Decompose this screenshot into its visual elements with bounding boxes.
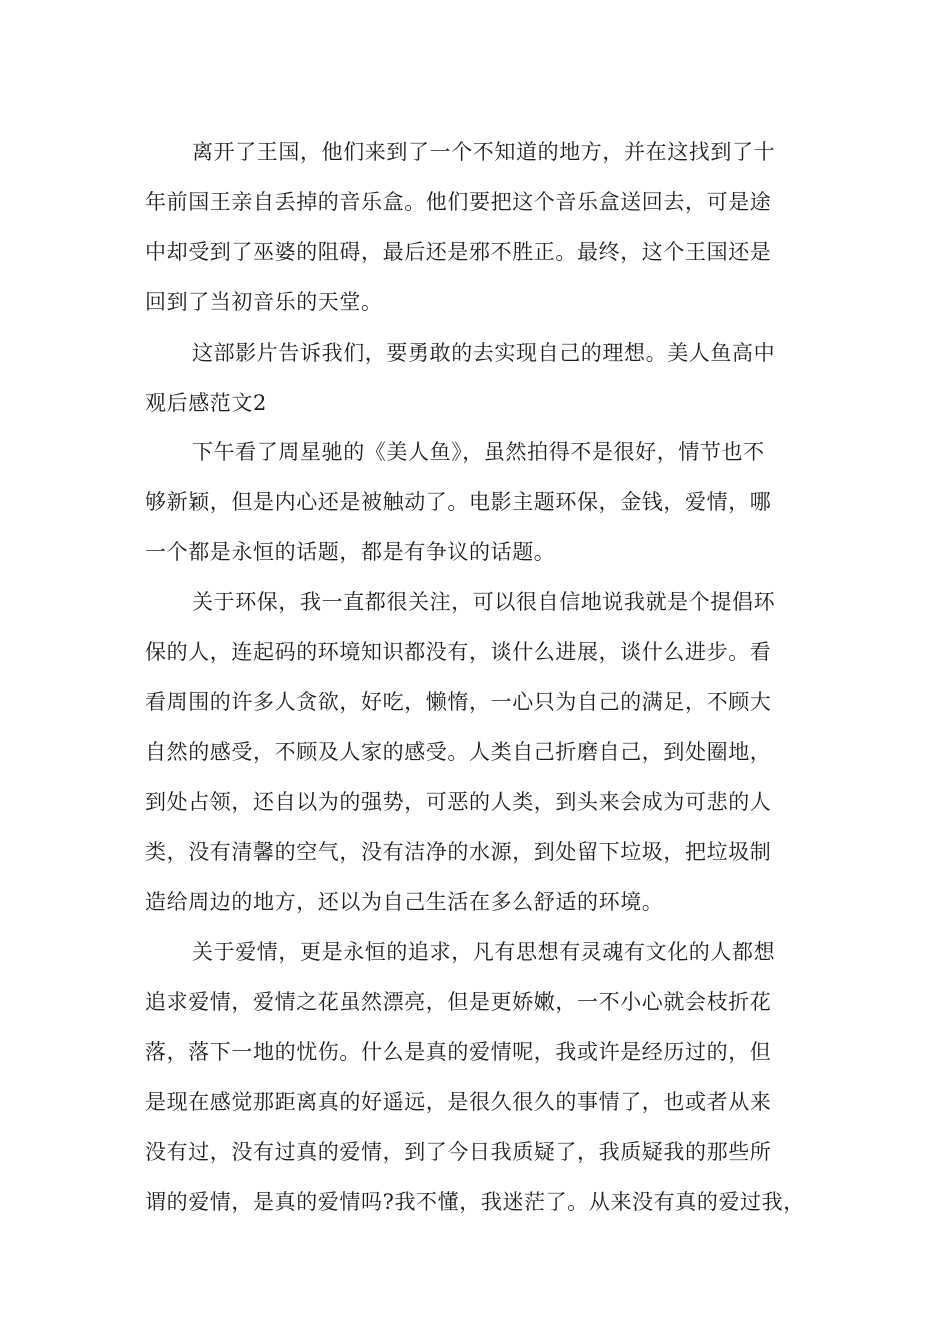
text-line: 中却受到了巫婆的阻碍，最后还是邪不胜正。最终，这个王国还是: [145, 240, 772, 264]
text-line: 下午看了周星驰的《美人鱼》，虽然拍得不是很好，情节也不: [192, 440, 765, 464]
text-line: 是现在感觉那距离真的好遥远，是很久很久的事情了，也或者从来: [145, 1090, 772, 1114]
text-line: 没有过，没有过真的爱情，到了今日我质疑了，我质疑我的那些所: [145, 1140, 772, 1164]
text-line: 自然的感受，不顾及人家的感受。人类自己折磨自己，到处圈地，: [145, 740, 772, 764]
text-line: 到处占领，还自以为的强势，可恶的人类，到头来会成为可悲的人: [145, 790, 772, 814]
text-line: 年前国王亲自丢掉的音乐盒。他们要把这个音乐盒送回去，可是途: [145, 190, 772, 214]
text-line: 保的人，连起码的环境知识都没有，谈什么进展，谈什么进步。看: [145, 640, 772, 664]
text-line: 回到了当初音乐的天堂。: [145, 290, 383, 314]
text-line: 类，没有清馨的空气，没有洁净的水源，到处留下垃圾，把垃圾制: [145, 840, 772, 864]
text-line: 够新颖，但是内心还是被触动了。电影主题环保，金钱，爱情，哪: [145, 490, 772, 514]
text-line: 离开了王国，他们来到了一个不知道的地方，并在这找到了十: [192, 140, 776, 164]
text-line: 一个都是永恒的话题，都是有争议的话题。: [145, 540, 556, 564]
text-line: 这部影片告诉我们，要勇敢的去实现自己的理想。美人鱼高中: [192, 341, 776, 365]
text-line: 关于环保，我一直都很关注，可以很自信地说我就是个提倡环: [192, 590, 776, 614]
text-line: 谓的爱情，是真的爱情吗?我不懂，我迷茫了。从来没有真的爱过我，: [145, 1190, 805, 1214]
text-line: 观后感范文2: [145, 391, 267, 415]
text-line: 追求爱情，爱情之花虽然漂亮，但是更娇嫩，一不小心就会枝折花: [145, 990, 772, 1014]
text-line: 看周围的许多人贪欲，好吃，懒惰，一心只为自己的满足，不顾大: [145, 690, 772, 714]
text-line: 关于爱情，更是永恒的追求，凡有思想有灵魂有文化的人都想: [192, 940, 776, 964]
text-line: 造给周边的地方，还以为自己生活在多么舒适的环境。: [145, 890, 664, 914]
text-line: 落，落下一地的忧伤。什么是真的爱情呢，我或许是经历过的，但: [145, 1040, 772, 1064]
